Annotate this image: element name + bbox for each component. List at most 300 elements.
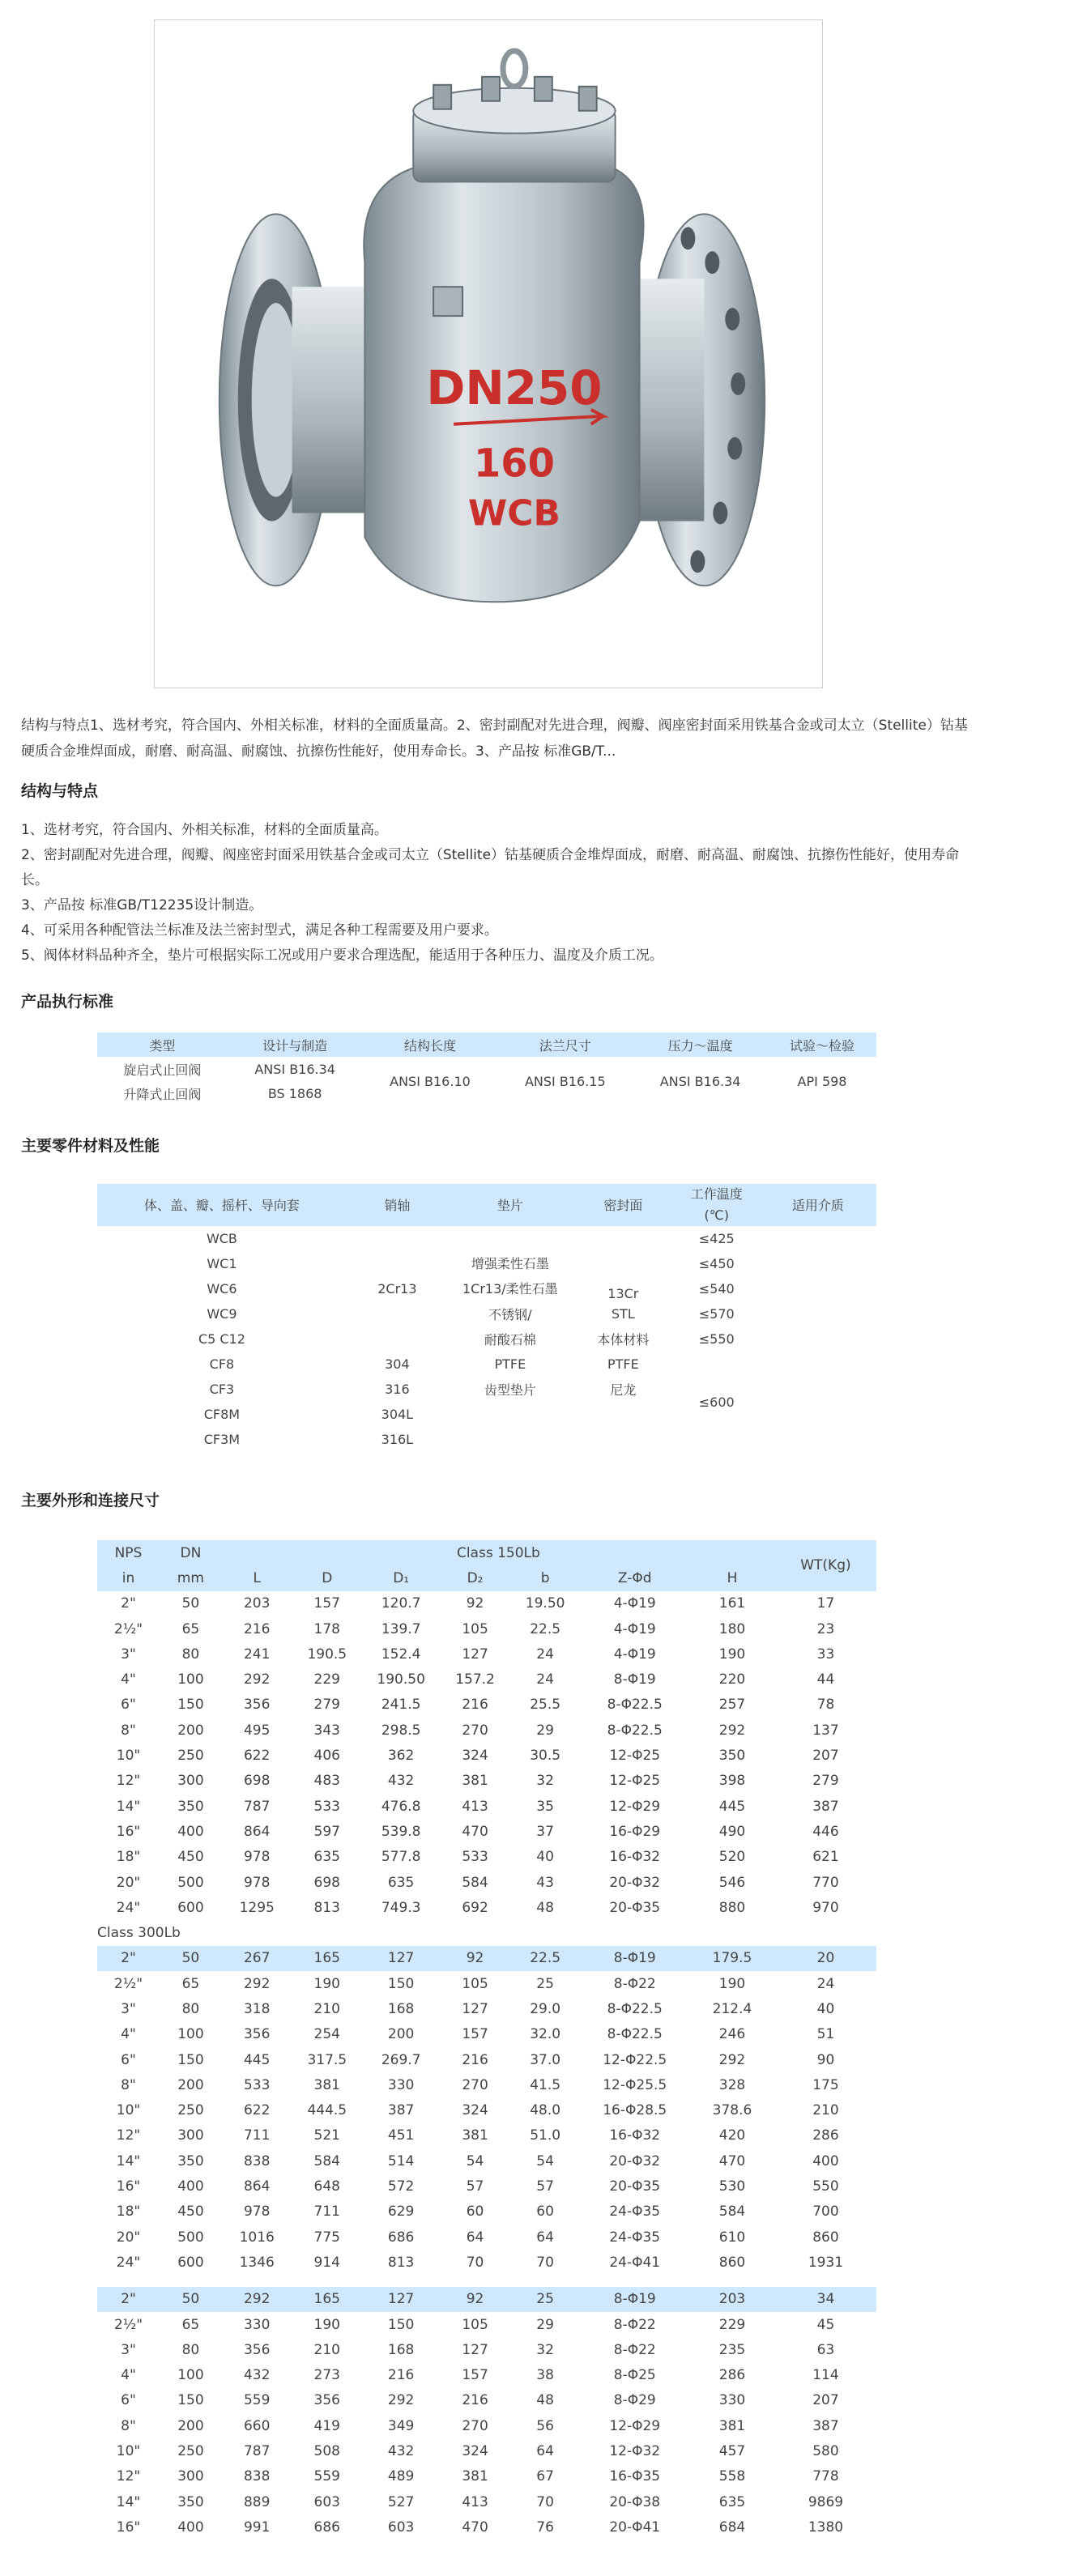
cell: 51.0 [530, 2127, 561, 2144]
col-header: 密封面 [603, 1197, 643, 1213]
cell: 343 [313, 1722, 340, 1739]
table-row [97, 2022, 876, 2047]
cell: 200 [177, 2076, 204, 2093]
col-header: mm [177, 1569, 204, 1586]
cell: 500 [177, 1874, 204, 1891]
table-row [97, 1667, 876, 1692]
cell: 864 [243, 1823, 271, 1840]
cell: 775 [313, 2229, 340, 2246]
cell: 190 [718, 1646, 746, 1663]
cell: 190 [313, 1975, 340, 1992]
cell: 250 [177, 1748, 204, 1765]
cell: 8-Φ19 [580, 1946, 689, 1971]
cell: 324 [462, 1748, 488, 1765]
cell: 70 [536, 2254, 554, 2271]
cell: 550 [812, 2178, 839, 2195]
cell: 381 [462, 1773, 488, 1790]
cell: ANSI B16.10 [390, 1073, 471, 1089]
cell: 235 [718, 2341, 746, 2358]
cell: 20-Φ32 [609, 1874, 661, 1891]
table-row [97, 2489, 876, 2514]
cell: 2" [121, 1595, 136, 1612]
cell: 152.4 [381, 1646, 421, 1663]
cell: 22.5 [530, 1620, 561, 1637]
cell: 445 [243, 2051, 271, 2068]
class600-rows [97, 2287, 876, 2540]
cell: 286 [812, 2127, 839, 2144]
cell: 880 [718, 1899, 746, 1916]
intro-summary: 结构与特点1、选材考究，符合国内、外相关标准，材料的全面质量高。2、密封副配对先进合理，阀瓣、阀座密封面采用铁基合金或司太立（Stellite）钴基硬质合金堆焊面成，耐磨、耐高温、耐腐蚀、抗擦伤性能好，使用寿命长。3、产品按 标准GB/T... [21, 717, 968, 760]
table-row [97, 2199, 876, 2225]
cell: 44 [816, 1671, 835, 1688]
table-row [97, 2363, 876, 2388]
cell: 300 [177, 1773, 204, 1790]
cell: 38 [536, 2367, 554, 2384]
cell: 114 [812, 2367, 839, 2384]
cell: 600 [177, 1899, 204, 1916]
dimensions-heading: 主要外形和连接尺寸 [21, 1492, 160, 1509]
cell: 533 [313, 1798, 340, 1815]
cell: 48 [536, 1899, 554, 1916]
valve-marking-size: DN250 [426, 360, 603, 415]
cell: 292 [387, 2392, 415, 2409]
table-row [97, 2413, 876, 2438]
cell: WC9 [207, 1306, 237, 1322]
cell: 635 [718, 2493, 746, 2510]
cell: 50 [181, 1595, 200, 1612]
cell: 207 [812, 1748, 839, 1765]
cell: 2" [97, 2287, 160, 2312]
cell: 207 [812, 2392, 839, 2409]
cell: 65 [181, 1975, 200, 1992]
cell: 12" [116, 2127, 141, 2144]
cell: 559 [243, 2392, 271, 2409]
cell: 328 [718, 2076, 746, 2093]
cell: 175 [812, 2076, 839, 2093]
cell: 356 [313, 2392, 340, 2409]
cell: 300 [177, 2468, 204, 2485]
cell: 292 [243, 1671, 271, 1688]
cell: 40 [816, 2000, 835, 2017]
cell: CF3M [203, 1432, 241, 1447]
cell: 584 [462, 1874, 488, 1891]
cell: 970 [812, 1899, 839, 1916]
cell: 32 [536, 2341, 554, 2358]
cell: 2½" [113, 1975, 143, 1992]
cell: 318 [243, 2000, 271, 2017]
cell: CF3 [209, 1382, 235, 1397]
cell: 648 [313, 2178, 340, 2195]
cell: 210 [313, 2341, 340, 2358]
cell: 991 [243, 2519, 271, 2536]
cell: 350 [177, 2152, 204, 2169]
cell: 8" [121, 2417, 136, 2434]
cell: 787 [243, 1798, 271, 1815]
col-header: DN [180, 1544, 202, 1561]
cell: 20" [116, 1874, 141, 1891]
cell: 495 [243, 1722, 271, 1739]
class300-rows [97, 1946, 876, 2276]
col-header: 类型 [149, 1037, 176, 1054]
cell: 2½" [113, 1620, 143, 1637]
col-header: 法兰尺寸 [539, 1037, 591, 1054]
table-row [97, 2312, 876, 2337]
cell: 35 [536, 1798, 554, 1815]
cell: 67 [536, 2468, 554, 2485]
cell: 12-Φ22.5 [603, 2051, 667, 2068]
cell: PTFE [607, 1356, 639, 1372]
cell: 升降式止回阀 [123, 1086, 202, 1102]
cell: 2" [97, 1946, 160, 1971]
cell: 24-Φ41 [609, 2254, 661, 2271]
cell: 16-Φ32 [609, 2127, 661, 2144]
cell: 20-Φ41 [609, 2519, 661, 2536]
col-header: D₂ [467, 1569, 484, 1586]
col-header: WT(Kg) [800, 1557, 851, 1574]
cell: 150 [387, 2316, 415, 2333]
table-row [97, 1870, 876, 1895]
gasket-line: 增强柔性石墨 [471, 1256, 549, 1271]
cell: 400 [812, 2152, 839, 2169]
cell: 24-Φ35 [609, 2203, 661, 2220]
cell: 70 [536, 2493, 554, 2510]
table-row [97, 2337, 876, 2362]
cell: 37.0 [530, 2051, 561, 2068]
table-row [97, 2225, 876, 2250]
cell: 8-Φ22.5 [607, 2000, 663, 2017]
table-row [97, 1641, 876, 1667]
cell: 660 [243, 2417, 271, 2434]
cell: 3" [121, 2000, 136, 2017]
cell: 25 [510, 2287, 581, 2312]
table-row [97, 1845, 876, 1870]
cell: 64 [536, 2443, 554, 2460]
cell: 76 [536, 2519, 554, 2536]
cell: 92 [466, 1595, 484, 1612]
cell: 6" [121, 1697, 136, 1714]
gasket-line: 1Cr13/柔性石墨 [462, 1281, 558, 1297]
col-header [674, 1184, 760, 1226]
cell: 298.5 [381, 1722, 421, 1739]
cell: 6" [121, 2051, 136, 2068]
cell: 16-Φ35 [609, 2468, 661, 2485]
cell: 4" [121, 2026, 136, 2043]
cell: 378.6 [712, 2102, 752, 2119]
cell: 419 [313, 2417, 340, 2434]
cell: 54 [536, 2152, 554, 2169]
cell: 597 [313, 1823, 340, 1840]
cell: 470 [718, 2152, 746, 2169]
cell: 12-Φ29 [609, 1798, 661, 1815]
cell: 432 [387, 1773, 415, 1790]
cell: 25.5 [530, 1697, 561, 1714]
cell: 8" [121, 1722, 136, 1739]
cell: 978 [243, 1849, 271, 1866]
table-row [97, 1971, 876, 1996]
table-row [97, 1616, 876, 1641]
features-list [21, 818, 977, 969]
cell: 29 [536, 2316, 554, 2333]
cell: 齿型垫片 [484, 1382, 536, 1398]
cell: 270 [462, 1722, 488, 1739]
cell: 65 [181, 2316, 200, 2333]
cell: CF8 [209, 1356, 235, 1372]
cell: 48 [536, 2392, 554, 2409]
cell: 584 [313, 2152, 340, 2169]
table-row [97, 1769, 876, 1794]
cell: 250 [177, 2443, 204, 2460]
cell: 179.5 [689, 1946, 775, 1971]
valve-marking-material: WCB [467, 492, 560, 534]
cell: 229 [718, 2316, 746, 2333]
cell: 316L [381, 1432, 414, 1447]
col-header: 体、盖、瓣、摇杆、导向套 [143, 1197, 300, 1213]
cell: 603 [387, 2519, 415, 2536]
col-header: b [540, 1569, 550, 1586]
cell: 190.50 [377, 1671, 425, 1688]
cell: 292 [222, 2287, 292, 2312]
cell: 8-Φ25 [613, 2367, 656, 2384]
cell: ANSI B16.15 [524, 1073, 606, 1089]
table-row [97, 1718, 876, 1743]
cell: 51 [816, 2026, 835, 2043]
cell: 273 [313, 2367, 340, 2384]
cell: 356 [243, 2026, 271, 2043]
cell: 12" [116, 2468, 141, 2485]
cell: 8-Φ22.5 [607, 2026, 663, 2043]
cell: 16" [116, 2178, 141, 2195]
cell: 2½" [113, 2316, 143, 2333]
cell: 490 [718, 1823, 746, 1840]
cell: 216 [462, 1697, 488, 1714]
cell: 54 [466, 2152, 484, 2169]
cell: 100 [177, 2026, 204, 2043]
cell: 813 [313, 1899, 340, 1916]
cell: 216 [462, 2392, 488, 2409]
cell: 13Cr [607, 1286, 639, 1301]
cell: 787 [243, 2443, 271, 2460]
cell: STL [611, 1306, 635, 1322]
cell: CF8M [203, 1407, 241, 1422]
cell: 860 [718, 2254, 746, 2271]
cell: 23 [816, 1620, 835, 1637]
cell: 860 [812, 2229, 839, 2246]
cell: 203 [689, 2287, 775, 2312]
cell: 65 [181, 1620, 200, 1637]
cell: 1016 [239, 2229, 275, 2246]
cell: 413 [462, 1798, 488, 1815]
cell: 24" [116, 1899, 141, 1916]
cell: 12-Φ25.5 [603, 2076, 667, 2093]
cell: 210 [313, 2000, 340, 2017]
group-spacer [97, 2276, 876, 2287]
cell: 24-Φ35 [609, 2229, 661, 2246]
col-header: 设计与制造 [262, 1037, 328, 1054]
cell: 350 [718, 1748, 746, 1765]
cell [760, 1226, 876, 1452]
cell: 12" [116, 1773, 141, 1790]
cell: 10" [116, 2102, 141, 2119]
cell: 398 [718, 1773, 746, 1790]
cell: 381 [313, 2076, 340, 2093]
cell: 889 [243, 2493, 271, 2510]
cell: 32.0 [530, 2026, 561, 2043]
cell: 8-Φ22 [613, 1975, 656, 1992]
cell: 622 [243, 1748, 271, 1765]
cell: 50 [160, 2287, 222, 2312]
cell: 20 [775, 1946, 876, 1971]
product-photo [154, 19, 823, 688]
cell: 530 [718, 2178, 746, 2195]
table-row [97, 2123, 876, 2148]
col-header: 试验～检验 [790, 1037, 855, 1054]
cell: 711 [313, 2203, 340, 2220]
cell: 216 [243, 1620, 271, 1637]
cell: 43 [536, 1874, 554, 1891]
cell: 600 [177, 2254, 204, 2271]
cell: 269.7 [381, 2051, 421, 2068]
col-header: 压力～温度 [667, 1037, 733, 1054]
cell: 8-Φ29 [613, 2392, 656, 2409]
cell: WC6 [207, 1281, 237, 1297]
cell: 4-Φ19 [613, 1646, 656, 1663]
cell: WCB [206, 1231, 237, 1246]
cell: 350 [177, 2493, 204, 2510]
cell: 40 [536, 1849, 554, 1866]
cell: 1346 [239, 2254, 275, 2271]
cell: ≤425 [698, 1231, 735, 1246]
cell: 34 [775, 2287, 876, 2312]
standards-heading: 产品执行标准 [21, 993, 114, 1011]
cell: 12-Φ25 [609, 1748, 661, 1765]
table-row [97, 2098, 876, 2123]
cell: 8-Φ19 [613, 1671, 656, 1688]
features-heading: 结构与特点 [21, 782, 99, 800]
cell: 1295 [239, 1899, 275, 1916]
cell: 24" [116, 2254, 141, 2271]
cell: 546 [718, 1874, 746, 1891]
col-header-temp: 工作温度 [690, 1186, 743, 1202]
cell: 尼龙 [610, 1382, 637, 1398]
cell: 200 [387, 2026, 415, 2043]
cell: 200 [177, 2417, 204, 2434]
cell: 165 [292, 2287, 362, 2312]
table-row [97, 1743, 876, 1768]
cell: 165 [292, 1946, 362, 1971]
cell: 17 [816, 1595, 835, 1612]
cell: 25 [536, 1975, 554, 1992]
table-row [97, 2287, 876, 2312]
cell: 92 [440, 1946, 510, 1971]
cell: 292 [243, 1975, 271, 1992]
cell: 457 [718, 2443, 746, 2460]
cell: 508 [313, 2443, 340, 2460]
cell: 838 [243, 2468, 271, 2485]
cell: 24 [536, 1671, 554, 1688]
cell: WC1 [207, 1256, 237, 1271]
col-header: 销轴 [384, 1197, 411, 1213]
cell: 300 [177, 2127, 204, 2144]
cell: 212.4 [712, 2000, 752, 2017]
cell: ≤550 [698, 1331, 735, 1347]
cell: 6" [121, 2392, 136, 2409]
cell: 139.7 [381, 1620, 421, 1637]
cell: 70 [466, 2254, 484, 2271]
cell: 127 [462, 1646, 488, 1663]
cell: 9869 [808, 2493, 844, 2510]
cell: 711 [243, 2127, 271, 2144]
cell: 698 [243, 1773, 271, 1790]
cell: 500 [177, 2229, 204, 2246]
cell: 16" [116, 1823, 141, 1840]
cell: 584 [718, 2203, 746, 2220]
cell: 157 [313, 1595, 340, 1612]
cell: 684 [718, 2519, 746, 2536]
cell: 406 [313, 1748, 340, 1765]
cell: 220 [718, 1671, 746, 1688]
cell: 914 [313, 2254, 340, 2271]
cell: 324 [462, 2102, 488, 2119]
cell: 20-Φ38 [609, 2493, 661, 2510]
cell: 432 [387, 2443, 415, 2460]
table-row [97, 2047, 876, 2072]
cell: 14" [116, 2152, 141, 2169]
cell: 629 [387, 2203, 415, 2220]
cell: 241.5 [381, 1697, 421, 1714]
cell: 20-Φ35 [609, 2178, 661, 2195]
cell: 18" [116, 1849, 141, 1866]
cell: 3" [121, 2341, 136, 2358]
cell: 864 [243, 2178, 271, 2195]
cell: 64 [536, 2229, 554, 2246]
cell: 292 [718, 2051, 746, 2068]
cell: 190 [718, 1975, 746, 1992]
cell: 耐酸石棉 [484, 1332, 536, 1348]
standards-table [97, 1033, 876, 1105]
cell: ANSI B16.34 [254, 1061, 335, 1077]
cell: C5 C12 [198, 1331, 245, 1347]
table-row [97, 1591, 876, 1616]
cell: 旋启式止回阀 [123, 1062, 202, 1078]
cell: 420 [718, 2127, 746, 2144]
cell: 270 [462, 2076, 488, 2093]
cell: 57 [536, 2178, 554, 2195]
cell: 60 [466, 2203, 484, 2220]
cell: 572 [387, 2178, 415, 2195]
cell: 157 [462, 2367, 488, 2384]
col-header: D₁ [393, 1569, 410, 1586]
cell: 12-Φ25 [609, 1773, 661, 1790]
cell: 127 [462, 2000, 488, 2017]
feature-item: 5、阀体材料品种齐全，垫片可根据实际工况或用户要求合理选配，能适用于各种压力、温度及介质工况。 [21, 947, 663, 964]
cell: 686 [313, 2519, 340, 2536]
cell: ANSI B16.34 [659, 1073, 741, 1089]
col-header: NPS [114, 1544, 143, 1561]
cell: API 598 [797, 1073, 847, 1089]
valve-marking-pressure: 160 [473, 441, 555, 487]
cell: 559 [313, 2468, 340, 2485]
cell: 24 [816, 1975, 835, 1992]
cell: 20" [116, 2229, 141, 2246]
cell: 80 [181, 1646, 200, 1663]
cell: 445 [718, 1798, 746, 1815]
cell: 168 [387, 2341, 415, 2358]
table-row [97, 1692, 876, 1718]
cell: 246 [718, 2026, 746, 2043]
cell: 476.8 [381, 1798, 421, 1815]
cell: 324 [462, 2443, 488, 2460]
cell: 444.5 [307, 2102, 347, 2119]
